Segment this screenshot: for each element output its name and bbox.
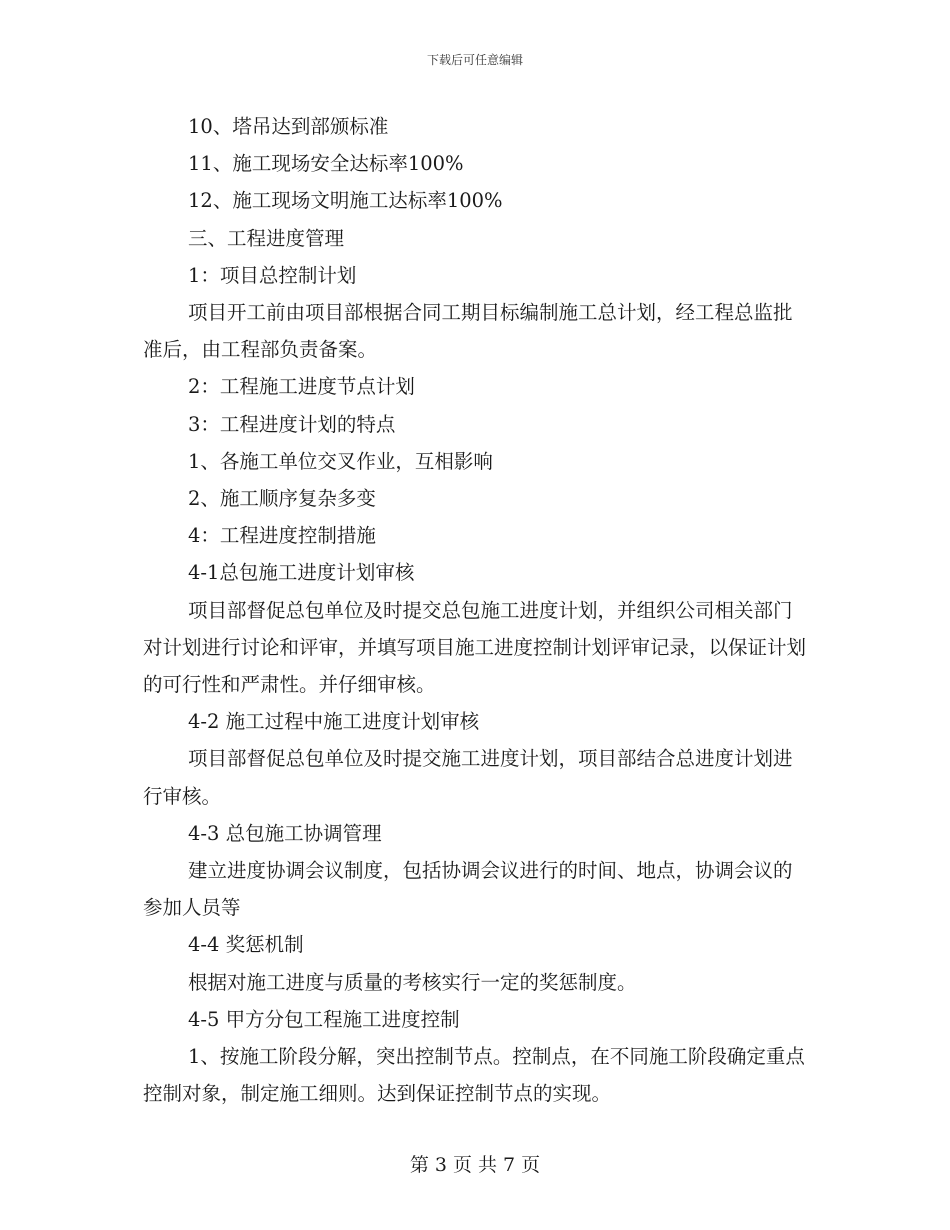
subsection-heading: 4-1总包施工进度计划审核 [188,561,415,585]
document-body [143,108,807,1112]
subsection-heading: 2：工程施工进度节点计划 [188,375,415,399]
paragraph: 根据对施工进度与质量的考核实行一定的奖惩制度。 [188,970,637,994]
paragraph: 10、塔吊达到部颁标准 [188,115,389,138]
paragraph: 项目部督促总包单位及时提交施工进度计划，项目部结合总进度计划进行审核。 [143,747,793,808]
paragraph: 1、按施工阶段分解，突出控制节点。控制点，在不同施工阶段确定重点控制对象，制定施工细则。达到保证控制节点的实现。 [143,1045,805,1106]
paragraph: 2、施工顺序复杂多变 [188,487,376,511]
paragraph: 项目开工前由项目部根据合同工期目标编制施工总计划，经工程总监批准后，由工程部负责备案。 [143,301,793,362]
subsection-heading: 1：项目总控制计划 [188,263,357,287]
paragraph: 11、施工现场安全达标率100% [188,152,464,176]
subsection-heading: 4-4 奖惩机制 [188,933,304,957]
page-number: 第 3 页 共 7 页 [409,1154,541,1176]
page-header: 下载后可任意编辑 [426,53,523,67]
subsection-heading: 4-3 总包施工协调管理 [188,821,382,845]
paragraph: 建立进度协调会议制度，包括协调会议进行的时间、地点，协调会议的参加人员等 [143,859,793,920]
subsection-heading: 4：工程进度控制措施 [188,524,376,548]
paragraph: 项目部督促总包单位及时提交总包施工进度计划，并组织公司相关部门对计划进行讨论和评审，并填写项目施工进度控制计划评审记录，以保证计划的可行性和严肃性。并仔细审核。 [143,598,807,697]
subsection-heading: 3：工程进度计划的特点 [188,412,396,436]
section-heading: 三、工程进度管理 [188,226,345,250]
paragraph: 12、施工现场文明施工达标率100% [188,189,503,213]
subsection-heading: 4-2 施工过程中施工进度计划审核 [188,710,480,734]
paragraph: 1、各施工单位交叉作业，互相影响 [188,449,493,473]
subsection-heading: 4-5 甲方分包工程施工进度控制 [188,1007,460,1031]
